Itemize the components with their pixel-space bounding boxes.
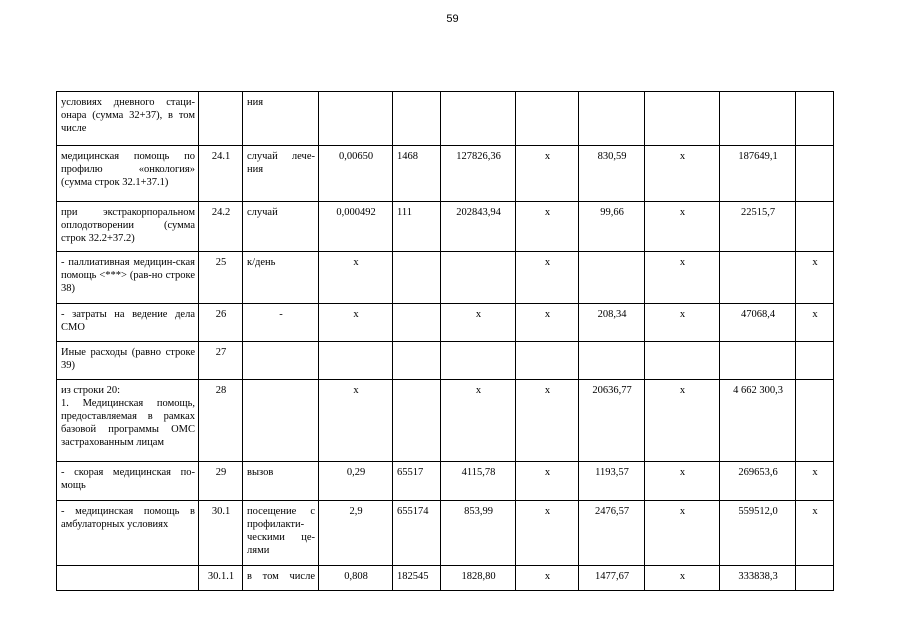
value-cell: 333838,3 [720,566,796,591]
value-cell: х [516,566,579,591]
row-label: - паллиативная медицин-ская помощь <***> (рав-но строке 38) [57,252,199,304]
table-row [57,566,834,591]
value-cell: х [516,252,579,304]
value-cell: х [319,304,393,342]
row-label: условиях дневного стаци-онара (сумма 32+37), в том числе [57,92,199,146]
table-row [57,342,834,380]
value-cell: 99,66 [579,202,645,252]
value-cell: 4115,78 [441,462,516,501]
unit-cell [243,380,319,462]
row-code: 30.1 [199,501,243,566]
value-cell: 22515,7 [720,202,796,252]
row-code: 26 [199,304,243,342]
row-code: 29 [199,462,243,501]
unit-cell: ния [243,92,319,146]
value-cell [796,380,834,462]
value-cell: 4 662 300,3 [720,380,796,462]
value-cell [796,202,834,252]
value-cell [516,342,579,380]
value-cell [319,342,393,380]
value-cell: 0,29 [319,462,393,501]
value-cell: х [645,304,720,342]
table-row [57,252,834,304]
value-cell: 1193,57 [579,462,645,501]
value-cell: 0,000492 [319,202,393,252]
financing-table [56,91,834,591]
value-cell [579,342,645,380]
value-cell: 182545 [393,566,441,591]
value-cell: 0,808 [319,566,393,591]
value-cell: х [796,501,834,566]
value-cell [393,380,441,462]
row-code: 27 [199,342,243,380]
table-row [57,146,834,202]
table-row [57,202,834,252]
row-code: 24.2 [199,202,243,252]
value-cell [393,304,441,342]
value-cell [645,342,720,380]
row-label-intro: из строки 20: 1. Медицинская помощь, предоставляемая в рамках базовой программы ОМС застрахованным лицам [61,385,195,448]
value-cell [393,92,441,146]
table-row [57,462,834,501]
value-cell: 1477,67 [579,566,645,591]
row-code: 25 [199,252,243,304]
value-cell [796,146,834,202]
unit-cell: случай лече-ния [243,146,319,202]
value-cell: 127826,36 [441,146,516,202]
table-row [57,501,834,566]
value-cell: х [645,380,720,462]
value-cell: 269653,6 [720,462,796,501]
row-label: Иные расходы (равно строке 39) [57,342,199,380]
value-cell [393,342,441,380]
table-row [57,304,834,342]
value-cell [645,92,720,146]
value-cell: х [516,146,579,202]
value-cell: 830,59 [579,146,645,202]
value-cell: х [516,304,579,342]
value-cell: 202843,94 [441,202,516,252]
unit-cell: случай [243,202,319,252]
value-cell: х [516,462,579,501]
value-cell [796,342,834,380]
value-cell [796,566,834,591]
value-cell [393,252,441,304]
value-cell: 1468 [393,146,441,202]
value-cell [579,92,645,146]
value-cell: 1828,80 [441,566,516,591]
row-label: - скорая медицинская по-мощь [57,462,199,501]
unit-cell: в том числе [243,566,319,591]
unit-cell [243,342,319,380]
value-cell [441,92,516,146]
table-row [57,92,834,146]
value-cell: х [319,252,393,304]
value-cell: 853,99 [441,501,516,566]
value-cell [516,92,579,146]
value-cell: х [645,202,720,252]
value-cell: 2,9 [319,501,393,566]
value-cell [441,342,516,380]
value-cell [720,92,796,146]
row-label: при экстракорпоральном оплодотворении (сумма строк 32.2+37.2) [57,202,199,252]
table-row [57,380,834,462]
value-cell: 655174 [393,501,441,566]
row-label: - затраты на ведение дела СМО [57,304,199,342]
row-label: медицинская помощь по профилю «онкология» (сумма строк 32.1+37.1) [57,146,199,202]
value-cell: х [319,380,393,462]
value-cell: 2476,57 [579,501,645,566]
row-label [57,566,199,591]
value-cell [796,92,834,146]
unit-cell: к/день [243,252,319,304]
unit-cell: вызов [243,462,319,501]
row-code [199,92,243,146]
row-code: 24.1 [199,146,243,202]
value-cell: 187649,1 [720,146,796,202]
row-label: - медицинская помощь в амбулаторных условиях [57,501,199,566]
value-cell: х [645,252,720,304]
value-cell: 111 [393,202,441,252]
value-cell: х [796,252,834,304]
value-cell: х [796,304,834,342]
unit-cell: посещение с профилакти-ческими це-лями [243,501,319,566]
value-cell: 47068,4 [720,304,796,342]
row-code: 30.1.1 [199,566,243,591]
value-cell: х [645,462,720,501]
value-cell [319,92,393,146]
row-code: 28 [199,380,243,462]
value-cell: х [516,380,579,462]
value-cell: х [516,501,579,566]
row-label [57,380,199,462]
value-cell: 208,34 [579,304,645,342]
value-cell [579,252,645,304]
value-cell: 0,00650 [319,146,393,202]
value-cell: 559512,0 [720,501,796,566]
value-cell: х [645,501,720,566]
value-cell: 65517 [393,462,441,501]
value-cell [720,342,796,380]
value-cell [441,252,516,304]
unit-cell: - [243,304,319,342]
value-cell: х [441,380,516,462]
page-number: 59 [446,13,459,25]
value-cell: х [645,146,720,202]
value-cell [720,252,796,304]
value-cell: х [645,566,720,591]
value-cell: 20636,77 [579,380,645,462]
value-cell: х [516,202,579,252]
value-cell: х [441,304,516,342]
value-cell: х [796,462,834,501]
